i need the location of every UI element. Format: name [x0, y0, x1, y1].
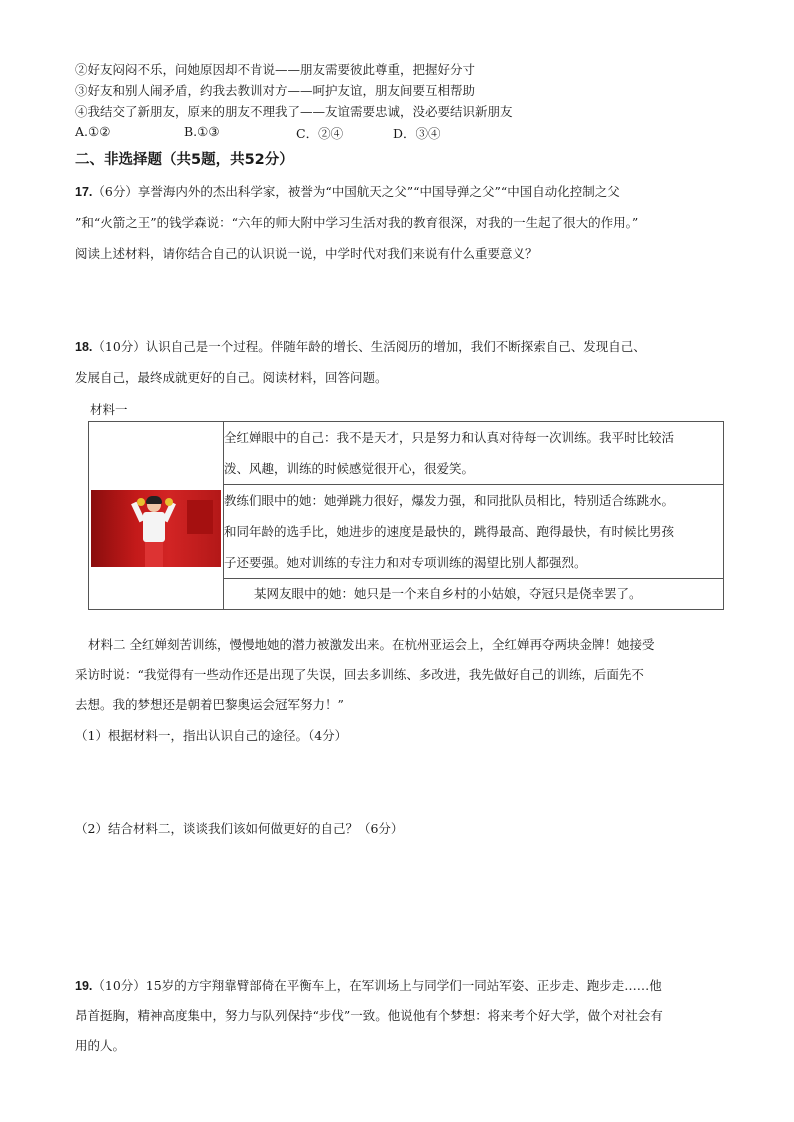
option-2: ②好友闷闷不乐，问她原因却不肯说——朋友需要彼此尊重，把握好分寸	[75, 62, 476, 77]
athlete-photo	[91, 490, 221, 567]
coach-view-cell	[224, 485, 724, 579]
q17-line-2: ”和“火箭之王”的钱学森说：“六年的师大附中学习生活对我的教育很深，对我的一生起了很大的作用。”	[75, 215, 639, 230]
q17-text-1: （6分）享誉海内外的杰出科学家，被誉为“中国航天之父”“中国导弹之父”“中国自动化控制之父	[92, 184, 620, 199]
self-view-line-1: 全红婵眼中的自己：我不是天才，只是努力和认真对待每一次训练。我平时比较活	[224, 430, 675, 445]
q18-line-1	[75, 337, 646, 355]
q17-line-3: 阅读上述材料，请你结合自己的认识说一说，中学时代对我们来说有什么重要意义？	[75, 246, 538, 261]
q18-text-1: （10分）认识自己是一个过程。伴随年龄的增长、生活阅历的增加，我们不断探索自己、发现自己、	[92, 339, 646, 354]
netizen-view-cell	[224, 579, 724, 610]
material2-line-1: 材料二 全红婵刻苦训练，慢慢地她的潜力被激发出来。在杭州亚运会上，全红婵再夺两块金牌！她接受	[88, 637, 655, 652]
q19-line-1	[75, 976, 662, 994]
self-view-line-2: 泼、风趣，训练的时候感觉很开心，很爱笑。	[224, 461, 475, 476]
athlete-figure	[135, 496, 175, 567]
coach-view-line-1: 教练们眼中的她：她弹跳力很好，爆发力强，和同批队员相比，特别适合练跳水。	[224, 493, 675, 508]
coach-view-line-2: 和同年龄的选手比，她进步的速度是最快的，跳得最高、跑得最快，有时候比男孩	[224, 524, 675, 539]
choice-c: C．②④	[296, 126, 344, 141]
option-3: ③好友和别人闹矛盾，约我去教训对方——呵护友谊，朋友间要互相帮助	[75, 83, 476, 98]
material2-line-3: 去想。我的梦想还是朝着巴黎奥运会冠军努力！”	[75, 697, 344, 712]
q19-text-1: （10分）15岁的方宇翔靠臂部倚在平衡车上，在军训场上与同学们一同站军姿、正步走、跑步走……他	[92, 978, 662, 993]
self-view-cell	[224, 422, 724, 485]
choice-b: B.①③	[184, 124, 220, 139]
q19-line-3: 用的人。	[75, 1038, 126, 1053]
q18-line-2: 发展自己，最终成就更好的自己。阅读材料，回答问题。	[75, 370, 388, 385]
choice-d: D．③④	[393, 126, 441, 141]
q18-sub-1: （1）根据材料一，指出认识自己的途径。（4分）	[75, 728, 348, 743]
q19-line-2: 昂首挺胸，精神高度集中，努力与队列保持“步伐”一致。他说他有个梦想：将来考个好大学，做个对社会有	[75, 1008, 663, 1023]
q17-number: 17.	[75, 185, 93, 199]
material1-table	[88, 421, 724, 610]
section-heading: 二、非选择题（共5题，共52分）	[75, 152, 294, 168]
q17-line-1	[75, 182, 620, 200]
photo-cell	[89, 422, 224, 610]
coach-view-line-3: 子还要强。她对训练的专注力和对专项训练的渴望比别人都强烈。	[224, 555, 587, 570]
q18-number: 18.	[75, 340, 93, 354]
option-4: ④我结交了新朋友，原来的朋友不理我了——友谊需要忠诚，没必要结识新朋友	[75, 104, 513, 119]
netizen-view-line: 某网友眼中的她：她只是一个来自乡村的小姑娘，夺冠只是侥幸罢了。	[254, 586, 642, 601]
q19-number: 19.	[75, 979, 93, 993]
material2-line-2: 采访时说：“我觉得有一些动作还是出现了失误，回去多训练、多改进，我先做好自己的训练，后面先不	[75, 667, 644, 682]
material1-label: 材料一	[90, 402, 128, 417]
q18-sub-2: （2）结合材料二，谈谈我们该如何做更好的自己？（6分）	[75, 821, 404, 836]
flag-shape	[187, 500, 213, 534]
choice-a: A.①②	[75, 124, 111, 139]
